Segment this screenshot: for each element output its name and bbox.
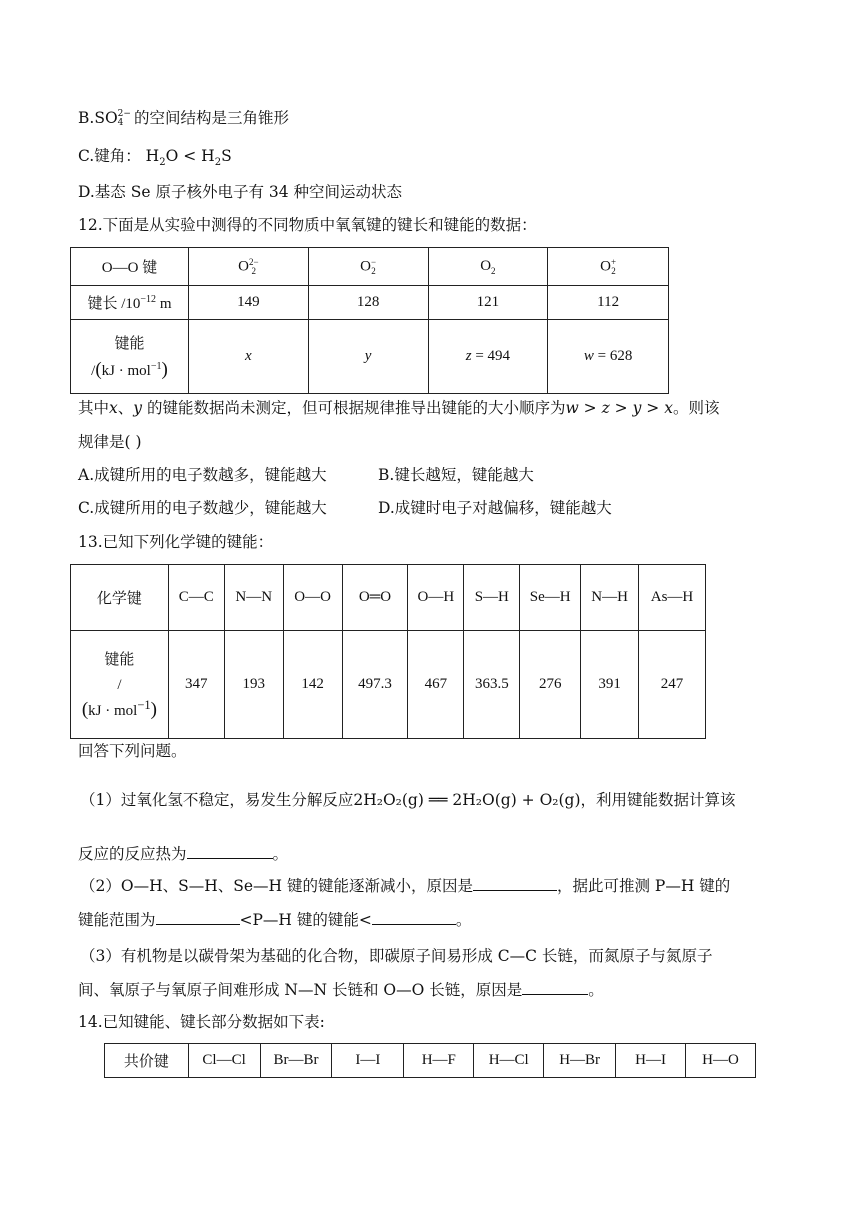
q13-value-cell: 193 xyxy=(224,631,283,739)
q14-head-bond: 共价键 xyxy=(105,1044,189,1078)
q13-bond-cell: O═O xyxy=(342,565,408,631)
q12-question-line: 规律是( ) xyxy=(78,433,142,451)
q13-value-cell: 142 xyxy=(283,631,342,739)
answer-blank[interactable] xyxy=(372,910,456,925)
q13-table xyxy=(70,564,706,739)
answer-blank[interactable] xyxy=(187,844,273,859)
q13-bond-cell: N—N xyxy=(224,565,283,631)
q12-species-cell: O − 2 xyxy=(308,248,428,286)
q12-option-c: C.成键所用的电子数越少，键能越大 xyxy=(78,499,327,517)
q12-species-cell: $O_2$ xyxy=(428,248,548,286)
q13-value-cell: 347 xyxy=(168,631,224,739)
q12-energy-cell: y xyxy=(308,320,428,394)
q14-bond-cell: H—Br xyxy=(544,1044,616,1078)
q13-value-cell: 276 xyxy=(520,631,581,739)
q13-value-cell: 391 xyxy=(581,631,639,739)
q13-bond-cell: N—H xyxy=(581,565,639,631)
q14-bond-cell: Cl—Cl xyxy=(188,1044,260,1078)
answer-blank[interactable] xyxy=(156,910,240,925)
q12-energy-cell: z = 494 xyxy=(428,320,548,394)
q14-table-row-bonds xyxy=(105,1044,756,1078)
q12-head-bond: O—O 键 xyxy=(71,248,189,286)
q12-table xyxy=(70,247,669,394)
q13-stem: 13.已知下列化学键的键能： xyxy=(78,533,274,551)
q12-length-cell: 128 xyxy=(308,286,428,320)
q12-option-b: B.键长越短，键能越大 xyxy=(378,466,534,484)
q14-bond-cell: I—I xyxy=(332,1044,404,1078)
q13-value-cell: 363.5 xyxy=(464,631,520,739)
q13-bond-cell: Se—H xyxy=(520,565,581,631)
q13-table-row-energies xyxy=(71,631,706,739)
q13-head-bond: 化学键 xyxy=(71,565,169,631)
q13-part2-line1: （2）O—H、S—H、Se—H 键的键能逐渐减小，原因是 ，据此可推测 P—H 键的 xyxy=(80,877,731,895)
q14-table xyxy=(104,1043,756,1078)
q13-bond-cell: O—H xyxy=(408,565,464,631)
q12-species-cell: O 2− 2 xyxy=(189,248,309,286)
q14-bond-cell: H—I xyxy=(616,1044,686,1078)
answer-blank[interactable] xyxy=(522,980,588,995)
q11-option-b: B.SO 2− 4 的空间结构是三角锥形 xyxy=(78,109,289,128)
q11-option-c: C.键角： $H_2O < H_2S$ xyxy=(78,147,232,169)
q13-answer-intro: 回答下列问题。 xyxy=(78,742,187,760)
q12-length-cell: 112 xyxy=(548,286,669,320)
q12-head-length: 键长 $/10^{-12}$ m xyxy=(71,286,189,320)
q13-part1-line2: 反应的反应热为 。 xyxy=(78,845,289,863)
q13-part3-line1: （3）有机物是以碳骨架为基础的化合物，即碳原子间易形成 C—C 长链，而氮原子与氮原子 xyxy=(80,947,713,965)
q13-value-cell: 467 xyxy=(408,631,464,739)
q13-value-cell: 247 xyxy=(639,631,706,739)
q13-table-row-bonds xyxy=(71,565,706,631)
q12-length-cell: 121 xyxy=(428,286,548,320)
q12-energy-cell: x xyxy=(189,320,309,394)
q14-bond-cell: H—F xyxy=(404,1044,474,1078)
q13-part3-line2: 间、氧原子与氧原子间难形成 N—N 长链和 O—O 长链，原因是 。 xyxy=(78,981,604,999)
q11-option-d: D.基态 Se 原子核外电子有 34 种空间运动状态 xyxy=(78,183,403,201)
q13-head-energy: 键能 / (kJ · mol$^{-1}$) xyxy=(71,631,169,739)
q14-bond-cell: H—Cl xyxy=(474,1044,544,1078)
q12-stem: 12.下面是从实验中测得的不同物质中氧氧键的键长和键能的数据： xyxy=(78,216,537,234)
q12-option-a: A.成键所用的电子数越多，键能越大 xyxy=(78,466,327,484)
q12-head-energy: 键能 /(kJ · mol$^{-1}$) xyxy=(71,320,189,394)
q12-table-row-energy xyxy=(71,320,669,394)
answer-blank[interactable] xyxy=(473,876,557,891)
q14-bond-cell: H—O xyxy=(685,1044,755,1078)
q13-value-cell: 497.3 xyxy=(342,631,408,739)
q14-stem: 14.已知键能、键长部分数据如下表: xyxy=(78,1013,325,1031)
q12-option-d: D.成键时电子对越偏移，键能越大 xyxy=(378,499,612,517)
q13-part2-line2: 键能范围为 <P—H 键的键能< 。 xyxy=(78,911,472,929)
q13-bond-cell: S—H xyxy=(464,565,520,631)
q12-energy-cell: w = 628 xyxy=(548,320,669,394)
q14-bond-cell: Br—Br xyxy=(260,1044,332,1078)
q13-bond-cell: C—C xyxy=(168,565,224,631)
q12-table-row-species xyxy=(71,248,669,286)
q12-length-cell: 149 xyxy=(189,286,309,320)
q13-bond-cell: As—H xyxy=(639,565,706,631)
q13-part1-line1: （1）过氧化氢不稳定，易发生分解反应2H₂O₂(g) ══ 2H₂O(g) + O₂(g)，利用键能数据计算该 xyxy=(80,791,736,809)
q12-table-row-length xyxy=(71,286,669,320)
q12-species-cell: O + 2 xyxy=(548,248,669,286)
q13-bond-cell: O—O xyxy=(283,565,342,631)
q12-rule-line: 其中x、y 的键能数据尚未测定，但可根据规律推导出键能的大小顺序为w > z > y > x。则该 xyxy=(78,399,720,417)
